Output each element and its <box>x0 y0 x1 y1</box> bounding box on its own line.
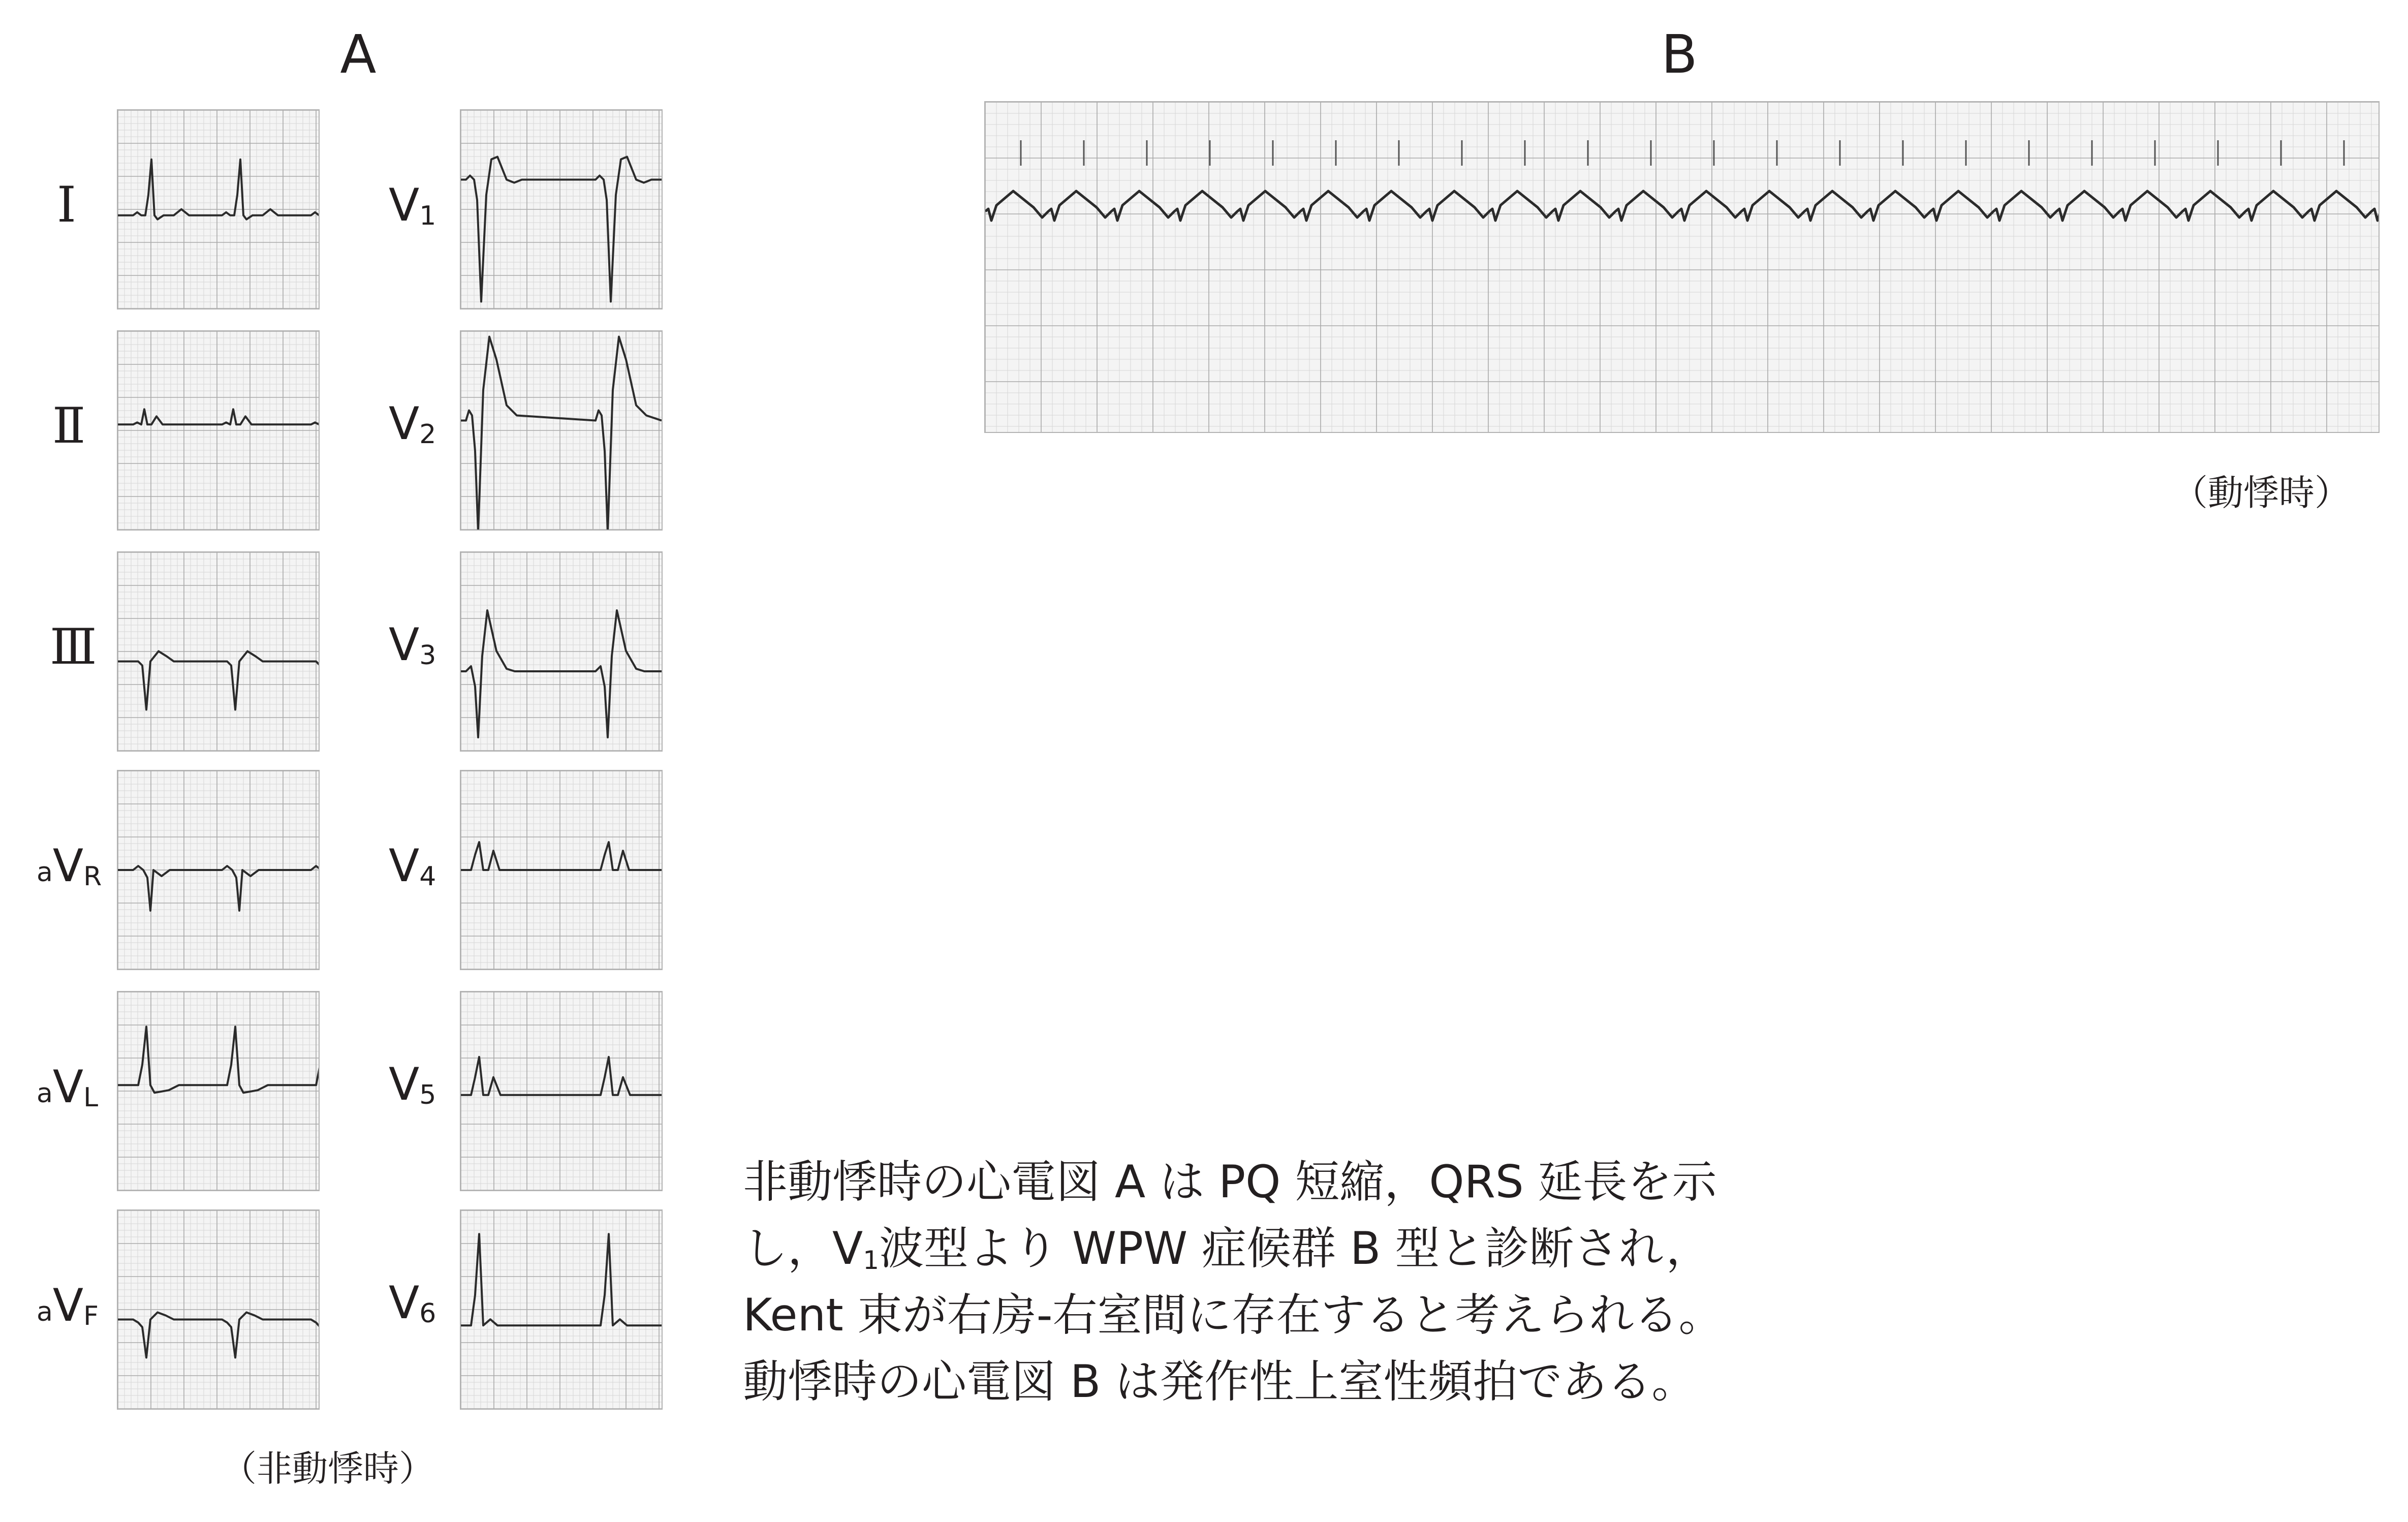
lead-label-i: Ⅰ <box>57 176 76 233</box>
ecg-strip-lead-v6 <box>460 1209 663 1410</box>
lead-label-v5: V5 <box>389 1058 436 1110</box>
lead-label-v3: V3 <box>389 618 436 671</box>
ecg-strip-lead-i <box>117 109 320 309</box>
ecg-strip-lead-avf <box>117 1209 320 1410</box>
panel-a-caption: （非動悸時） <box>221 1448 434 1489</box>
ecg-strip-lead-v3 <box>460 551 663 752</box>
lead-label-v1: V1 <box>389 179 436 231</box>
description-line-4: 動悸時の心電図 B は発作性上室性頻拍である。 <box>743 1355 1697 1408</box>
lead-label-v2: V2 <box>389 397 436 450</box>
ecg-strip-lead-avr <box>117 770 320 970</box>
panel-b-caption: （動悸時） <box>2172 472 2350 514</box>
description-text <box>743 1148 1723 1415</box>
ecg-strip-lead-v4 <box>460 770 663 970</box>
ecg-strip-lead-v2 <box>460 330 663 531</box>
ecg-strip-tachycardia <box>984 101 2380 433</box>
ecg-strip-lead-iii <box>117 551 320 752</box>
lead-label-iii: Ⅲ <box>50 618 97 675</box>
description-line-3: Kent 束が右房-右室間に存在すると考えられる。 <box>743 1289 1724 1341</box>
lead-label-ii: Ⅱ <box>52 397 86 454</box>
panel-b-letter: B <box>1661 23 1698 85</box>
description-line-1: 非動悸時の心電図 A は PQ 短縮，QRS 延長を示 <box>743 1156 1717 1208</box>
ecg-strip-lead-ii <box>117 330 320 531</box>
panel-a-letter: A <box>340 23 377 85</box>
lead-label-v6: V6 <box>389 1277 436 1329</box>
lead-label-avr: aVR <box>37 840 102 892</box>
ecg-strip-lead-v5 <box>460 991 663 1191</box>
lead-label-v4: V4 <box>389 840 436 892</box>
ecg-strip-lead-v1 <box>460 109 663 309</box>
lead-label-avf: aVF <box>37 1279 99 1331</box>
lead-label-avl: aVL <box>37 1061 99 1113</box>
description-line-2: し，$V_1$波型より WPW 症候群 B 型と診断され， <box>743 1222 1711 1275</box>
ecg-strip-lead-avl <box>117 991 320 1191</box>
